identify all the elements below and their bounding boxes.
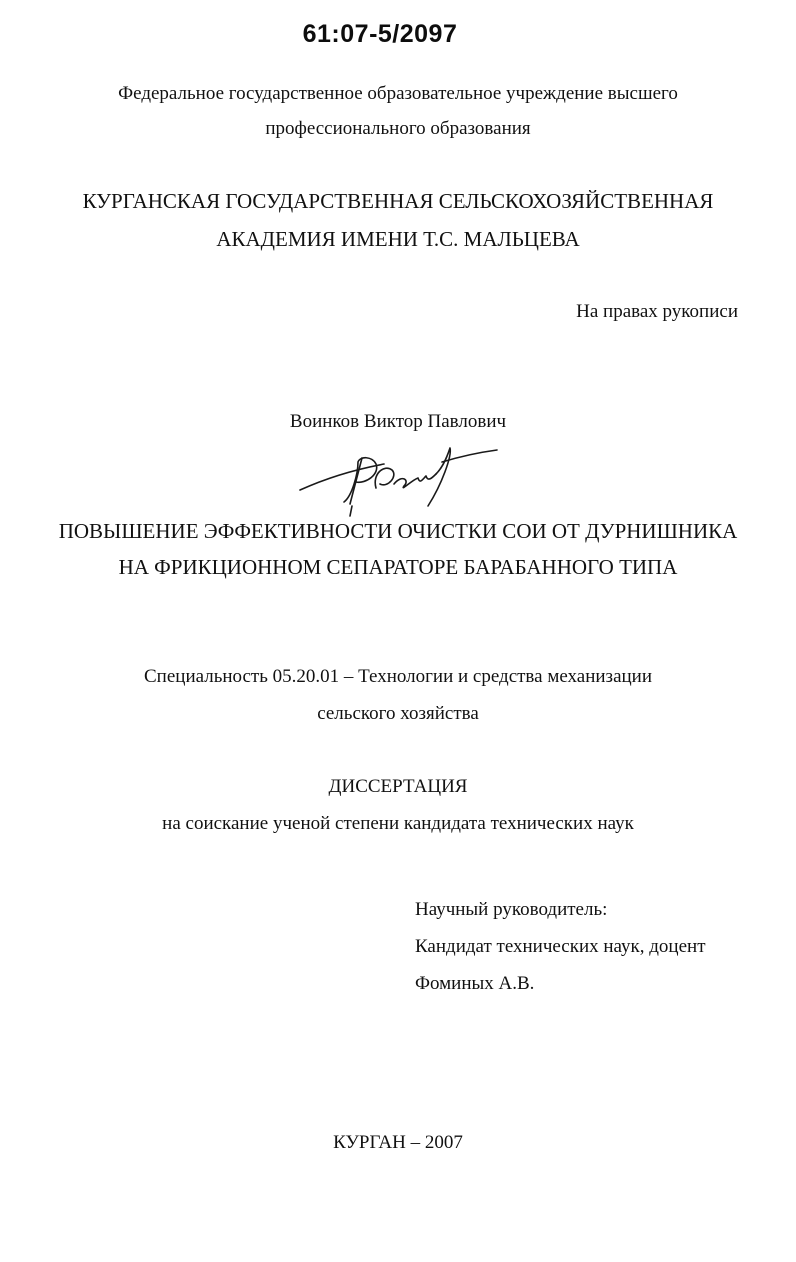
- place-year: КУРГАН – 2007: [333, 1132, 463, 1153]
- archive-code: 61:07-5/2097: [302, 20, 458, 48]
- dissertation-heading: ДИССЕРТАЦИЯ: [328, 776, 468, 797]
- academy-line-1: КУРГАНСКАЯ ГОСУДАРСТВЕННАЯ СЕЛЬСКОХОЗЯЙСТВЕННАЯ: [82, 189, 714, 213]
- supervisor-name: Фоминых А.В.: [415, 973, 535, 994]
- institution-line-2: профессионального образования: [265, 118, 531, 139]
- supervisor-degree: Кандидат технических наук, доцент: [415, 936, 706, 957]
- supervisor-label: Научный руководитель:: [415, 899, 608, 920]
- rights-note: На правах рукописи: [576, 301, 738, 322]
- title-line-1: ПОВЫШЕНИЕ ЭФФЕКТИВНОСТИ ОЧИСТКИ СОИ ОТ ДУРНИШНИКА: [58, 519, 738, 543]
- specialty-line-2: сельского хозяйства: [317, 703, 479, 724]
- author-name: Воинков Виктор Павлович: [289, 411, 507, 432]
- academy-line-2: АКАДЕМИЯ ИМЕНИ Т.С. МАЛЬЦЕВА: [216, 227, 580, 251]
- title-line-2: НА ФРИКЦИОННОМ СЕПАРАТОРЕ БАРАБАННОГО ТИПА: [118, 555, 678, 579]
- institution-line-1: Федеральное государственное образовательное учреждение высшего: [118, 83, 678, 104]
- handwritten-signature: [292, 444, 512, 524]
- specialty-line-1: Специальность 05.20.01 – Технологии и средства механизации: [144, 666, 652, 687]
- dissertation-purpose: на соискание ученой степени кандидата технических наук: [162, 813, 634, 834]
